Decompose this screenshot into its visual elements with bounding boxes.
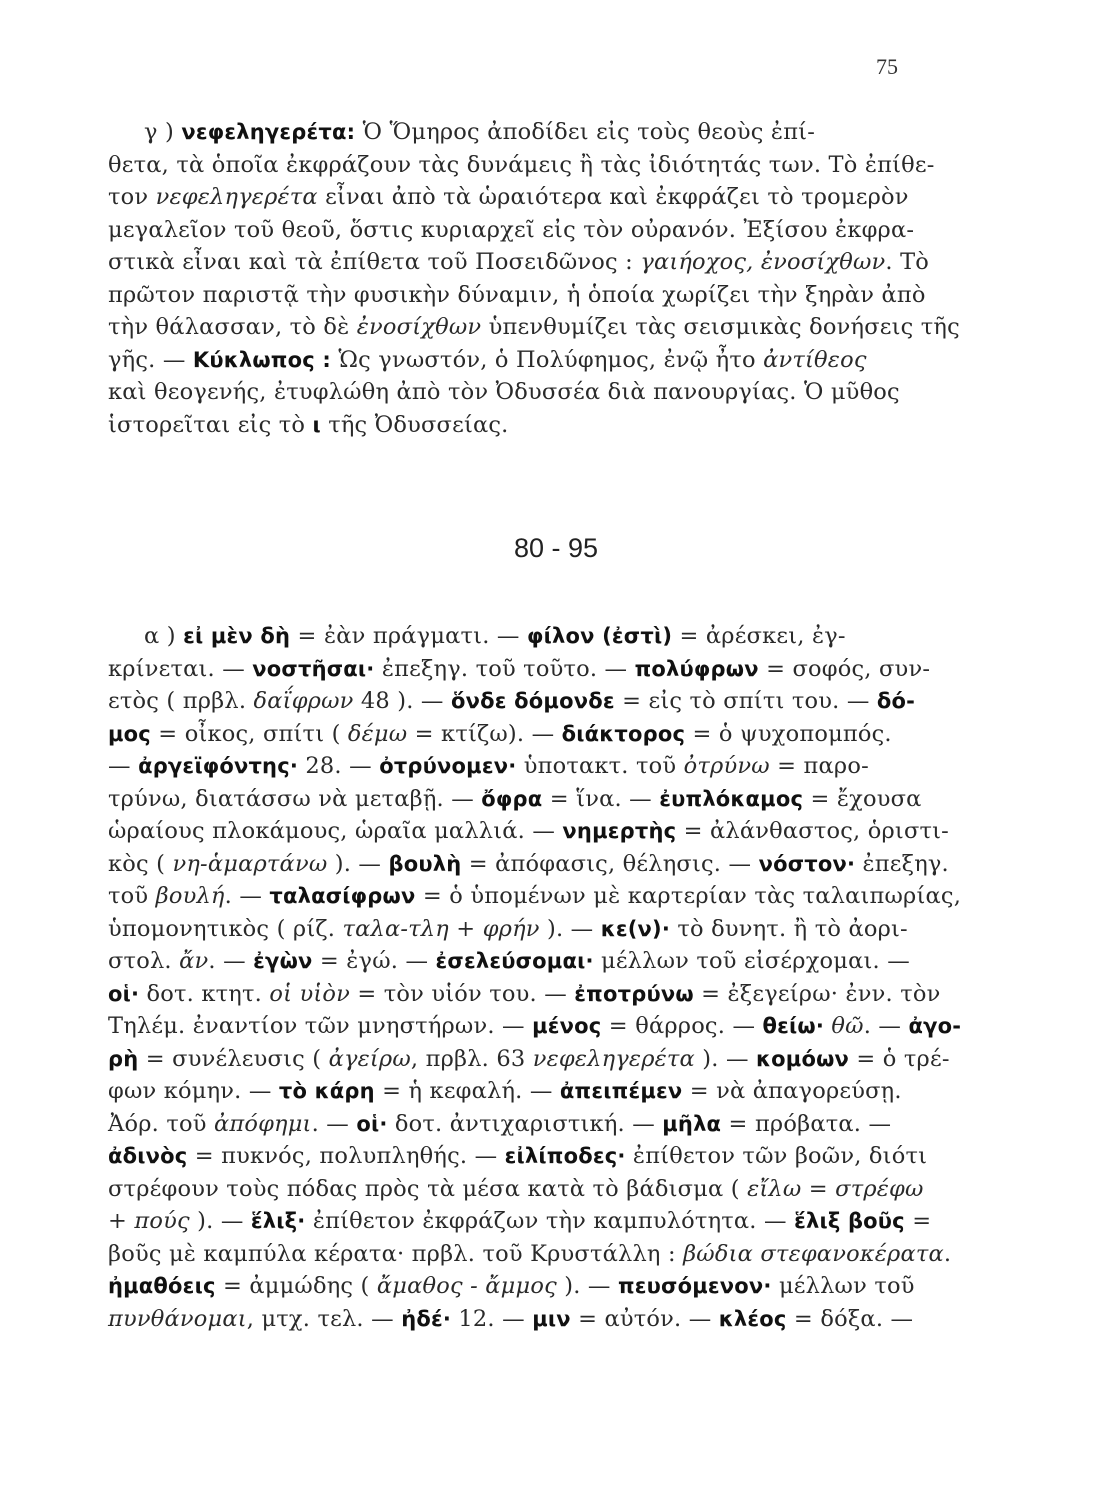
text-line xyxy=(108,149,935,182)
headword: ὀτρύνομεν· xyxy=(379,754,517,778)
text-run: μεγαλεῖον τοῦ θεοῦ, ὅστις κυριαρχεῖ εἰς τὸν οὐρανόν. Ἐξίσου ἐκφρα- xyxy=(108,216,915,243)
text-run: = νὰ ἀπαγορεύσῃ. xyxy=(682,1078,902,1104)
headword: εἰ μὲν δὴ xyxy=(183,624,291,648)
text-run: ). — xyxy=(694,1045,757,1072)
text-run: φων κόμην. — xyxy=(108,1078,279,1104)
text-run: = εἰς τὸ σπίτι του. — xyxy=(614,688,877,714)
text-run: ἐπίθετον τῶν βοῶν, διότι xyxy=(625,1143,928,1169)
headword: ι xyxy=(312,412,321,437)
italic-term: ἄν xyxy=(179,948,209,974)
text-run: ). — xyxy=(189,1208,251,1234)
text-run: . — xyxy=(208,948,254,974)
text-line xyxy=(108,815,949,848)
headword: πευσόμενον· xyxy=(617,1274,772,1298)
text-run: βοῦς μὲ καμπύλα κέρατα· πρβλ. τοῦ Κρυστάλλη : xyxy=(108,1240,684,1267)
italic-term: οἱ υἱὸν xyxy=(269,980,350,1007)
text-run: ). — xyxy=(327,850,389,877)
text-run: εἶναι ἀπὸ τὰ ὡραιότερα καὶ ἐκφράζει τὸ τρομερὸν xyxy=(317,184,909,210)
text-run: 28. — xyxy=(298,753,380,779)
text-line xyxy=(108,116,930,149)
italic-term: νεφεληγερέτα xyxy=(532,1045,695,1072)
text-run: = πρόβατα. — xyxy=(721,1110,892,1137)
headword: ὄφρα xyxy=(481,786,543,811)
italic-term: πυνθάνομαι xyxy=(108,1305,247,1332)
headword: οἱ· xyxy=(356,1111,388,1136)
headword: ρὴ xyxy=(108,1046,139,1071)
headword: μος xyxy=(108,721,151,746)
italic-term: ἀντίθεος xyxy=(763,346,867,373)
text-run: = σοφός, συν- xyxy=(758,655,931,682)
text-run: = ἐὰν πράγματι. — xyxy=(290,623,527,649)
text-run: = ὁ ψυχοπομπός. xyxy=(685,720,892,747)
headword: νεφεληγερέτα: xyxy=(181,120,356,144)
text-run: Τηλέμ. ἐναντίον τῶν μνηστήρων. — xyxy=(108,1013,533,1039)
text-line xyxy=(108,978,941,1011)
text-run: στολ. xyxy=(108,948,180,974)
text-line xyxy=(108,376,930,409)
headword: ἠδέ· xyxy=(401,1306,452,1331)
text-run: θετα, τὰ ὁποῖα ἐκφράζουν τὰς δυνάμεις ἢ τὰς ἰδιότητάς των. Τὸ ἐπίθε- xyxy=(108,151,935,178)
text-run: τρύνω, διατάσσω νὰ μεταβῇ. — xyxy=(108,785,482,812)
text-run: = ἐγώ. — xyxy=(312,948,436,974)
italic-term: νεφεληγερέτα xyxy=(155,184,318,210)
paragraph-alpha xyxy=(108,620,962,1335)
text-line xyxy=(108,1270,930,1303)
italic-term: εἴλω = στρέφω xyxy=(747,1175,924,1202)
italic-term: βουλή xyxy=(155,883,225,909)
italic-term: ἀπόφημι xyxy=(213,1110,312,1137)
headword: ἀργεϊφόντης· xyxy=(138,754,299,778)
text-line xyxy=(108,1043,950,1076)
italic-term: + πούς xyxy=(108,1208,190,1234)
text-run: , πρβλ. 63 xyxy=(410,1045,533,1072)
text-line xyxy=(108,750,930,783)
text-line xyxy=(108,181,930,214)
text-line xyxy=(108,344,930,377)
italic-term: ἐνοσίχθων xyxy=(356,314,482,340)
text-run: κὸς ( xyxy=(108,850,173,877)
headword: νημερτὴς xyxy=(562,819,677,843)
headword: ἕλιξ βοῦς xyxy=(794,1209,905,1233)
headword: ἐυπλόκαμος xyxy=(659,786,804,811)
text-run: ἱστορεῖται εἰς τὸ xyxy=(108,411,313,438)
headword: μῆλα xyxy=(662,1111,722,1136)
headword: Κύκλωπος : xyxy=(192,347,332,372)
text-run: = ἔχουσα xyxy=(803,785,922,812)
text-line xyxy=(108,848,949,881)
headword: ἀπειπέμεν xyxy=(559,1079,683,1103)
text-run: ετὸς ( πρβλ. xyxy=(108,688,254,714)
headword: διάκτορος xyxy=(561,721,686,746)
text-run: = οἶκος, σπίτι ( xyxy=(150,720,348,747)
headword: κε(ν)· xyxy=(600,916,671,941)
text-line xyxy=(108,311,960,344)
text-line xyxy=(108,653,930,686)
text-run: . — xyxy=(224,883,270,909)
text-line xyxy=(108,1108,930,1141)
headword: εἰλίποδες· xyxy=(504,1144,626,1168)
text-line xyxy=(108,1140,930,1173)
text-run: μέλλων τοῦ xyxy=(771,1273,915,1299)
italic-term: ἄμαθος - ἄμμος xyxy=(376,1273,557,1299)
text-run: = ἀμμώδης ( xyxy=(215,1273,377,1299)
text-run: = τὸν υἱόν του. — xyxy=(349,980,575,1007)
text-line xyxy=(108,214,930,247)
text-line xyxy=(108,880,962,913)
text-run: τῆς Ὀδυσσείας. xyxy=(320,411,509,438)
text-run: = ἐξεγείρω· ἐνν. τὸν xyxy=(693,980,941,1007)
text-run: μέλλων τοῦ εἰσέρχομαι. — xyxy=(593,948,910,974)
text-run: στρέφουν τοὺς πόδας πρὸς τὰ μέσα κατὰ τὸ βάδισμα ( xyxy=(108,1175,748,1202)
text-run: . — xyxy=(311,1110,357,1137)
italic-term: δέμω xyxy=(347,720,408,747)
text-run: α ) xyxy=(144,623,184,649)
headword: ἠμαθόεις xyxy=(108,1274,216,1298)
text-run: 48 ). — xyxy=(353,688,451,714)
headword: βουλὴ xyxy=(388,851,462,876)
headword: νόστον· xyxy=(758,851,856,876)
headword: νοστῆσαι· xyxy=(252,656,375,681)
text-run: . — xyxy=(863,1013,909,1039)
headword: δό- xyxy=(876,689,916,713)
text-run: = αὐτόν. — xyxy=(570,1305,719,1332)
text-run: καὶ θεογενής, ἐτυφλώθη ἀπὸ τὸν Ὀδυσσέα διὰ πανουργίας. Ὁ μῦθος xyxy=(108,379,900,405)
section-heading: 80 - 95 xyxy=(513,533,599,563)
text-line xyxy=(108,409,930,442)
headword: ἐγὼν xyxy=(253,949,313,973)
text-run: τοῦ xyxy=(108,883,156,909)
text-run: τον xyxy=(108,184,156,210)
text-run: = ἀπόφασις, θέλησις. — xyxy=(461,850,759,877)
text-run: = παρο- xyxy=(769,753,869,779)
text-run: = ἀρέσκει, ἐγ- xyxy=(672,623,846,649)
text-run: — xyxy=(108,753,139,779)
text-run: τὸ δυνητ. ἢ τὸ ἀορι- xyxy=(670,915,908,942)
text-line xyxy=(108,620,930,653)
text-run: πρῶτον παριστᾷ τὴν φυσικὴν δύναμιν, ἡ ὁποία χωρίζει τὴν ξηρὰν ἀπὸ xyxy=(108,281,926,308)
text-run: ). — xyxy=(539,915,601,942)
text-run: ὑπενθυμίζει τὰς σεισμικὰς δονήσεις τῆς xyxy=(481,314,960,340)
text-line xyxy=(108,1075,930,1108)
text-run: γῆς. — xyxy=(108,346,193,373)
headword: μένος xyxy=(532,1014,602,1038)
headword: κομόων xyxy=(756,1046,850,1071)
text-run: ). — xyxy=(556,1273,618,1299)
headword: ἀγο- xyxy=(908,1014,962,1038)
text-run: = ἡ κεφαλή. — xyxy=(374,1078,560,1104)
headword: ἐποτρύνω xyxy=(574,981,694,1006)
text-line xyxy=(108,1010,962,1043)
text-run: = πυκνός, πολυπληθής. — xyxy=(187,1143,505,1169)
text-run: Ὡς γνωστόν, ὁ Πολύφημος, ἐνῷ ἦτο xyxy=(331,346,764,373)
text-line xyxy=(108,1205,930,1238)
text-run: = ὁ ὑπομένων μὲ καρτερίαν τὰς ταλαιπωρίας, xyxy=(415,883,962,909)
text-run: = δόξα. — xyxy=(786,1305,914,1332)
text-line xyxy=(108,783,930,816)
text-run: δοτ. κτητ. xyxy=(139,980,270,1007)
italic-term: ὀτρύνω xyxy=(683,753,770,779)
italic-term: ἀγείρω xyxy=(328,1045,411,1072)
text-run: ἐπίθετον ἐκφράζων τὴν καμπυλότητα. — xyxy=(305,1208,795,1234)
text-run: = ὁ τρέ- xyxy=(849,1045,950,1072)
headword: ἀδινὸς xyxy=(108,1144,188,1168)
italic-term: δαΐφρων xyxy=(253,688,354,714)
text-run: ἐπεξηγ. xyxy=(855,850,949,877)
text-line xyxy=(108,718,930,751)
text-run: = ἵνα. — xyxy=(542,785,660,812)
italic-term: γαιήοχος, ἐνοσίχθων xyxy=(640,249,886,275)
text-line xyxy=(108,1173,930,1206)
italic-term: ταλα-τλη + φρήν xyxy=(342,915,540,942)
text-line xyxy=(108,1303,930,1336)
text-line xyxy=(108,913,930,946)
text-run: , μτχ. τελ. — xyxy=(246,1305,402,1332)
text-line xyxy=(108,279,930,312)
text-run: δοτ. ἀντιχαριστική. — xyxy=(387,1110,663,1137)
headword: ἐσελεύσομαι· xyxy=(435,949,594,973)
text-run: τὴν θάλασσαν, τὸ δὲ xyxy=(108,314,357,340)
headword: ἕλιξ· xyxy=(250,1209,306,1233)
headword: τὸ κάρη xyxy=(278,1079,375,1103)
text-run: ὑπομονητικὸς ( ρίζ. xyxy=(108,915,343,942)
text-run: = ἀλάνθαστος, ὁριστι- xyxy=(676,818,949,844)
text-run: 12. — xyxy=(451,1305,533,1332)
text-run: Ὁ Ὅμηρος ἀποδίδει εἰς τοὺς θεοὺς ἐπί- xyxy=(355,119,816,145)
text-run: ὑποτακτ. τοῦ xyxy=(516,753,684,779)
text-run: = συνέλευσις ( xyxy=(138,1045,329,1072)
text-run: . Τὸ xyxy=(885,249,930,275)
headword: κλέος xyxy=(718,1306,787,1331)
text-line xyxy=(108,945,930,978)
text-run: ἐπεξηγ. τοῦ τοῦτο. — xyxy=(374,655,635,682)
text-line xyxy=(108,246,930,279)
text-run: = θάρρος. — xyxy=(601,1013,763,1039)
text-run: γ ) xyxy=(144,119,182,145)
page-number: 75 xyxy=(876,54,898,79)
italic-term: βώδια στεφανοκέρατα xyxy=(683,1240,944,1267)
text-run: ὡραίους πλοκάμους, ὡραῖα μαλλιά. — xyxy=(108,818,563,844)
headword: οἱ· xyxy=(108,981,140,1006)
headword: ταλασίφρων xyxy=(269,884,416,908)
headword: πολύφρων xyxy=(634,656,759,681)
italic-term: νη-ἁμαρτάνω xyxy=(172,850,328,877)
text-run: Ἀόρ. τοῦ xyxy=(108,1110,214,1137)
text-line xyxy=(108,1238,952,1271)
text-run: = κτίζω). — xyxy=(407,720,562,747)
text-run: . xyxy=(943,1240,952,1267)
text-run: κρίνεται. — xyxy=(108,655,253,682)
headword: θείω· xyxy=(762,1014,825,1038)
headword: ὅνδε δόμονδε xyxy=(451,689,615,713)
headword: μιν xyxy=(532,1306,571,1331)
paragraph-gamma xyxy=(108,116,960,441)
headword: φίλον (ἐστὶ) xyxy=(526,624,673,648)
italic-term: θῶ xyxy=(831,1013,864,1039)
text-line xyxy=(108,685,930,718)
text-run: στικὰ εἶναι καὶ τὰ ἐπίθετα τοῦ Ποσειδῶνος : xyxy=(108,249,641,275)
text-run: = xyxy=(904,1208,932,1234)
